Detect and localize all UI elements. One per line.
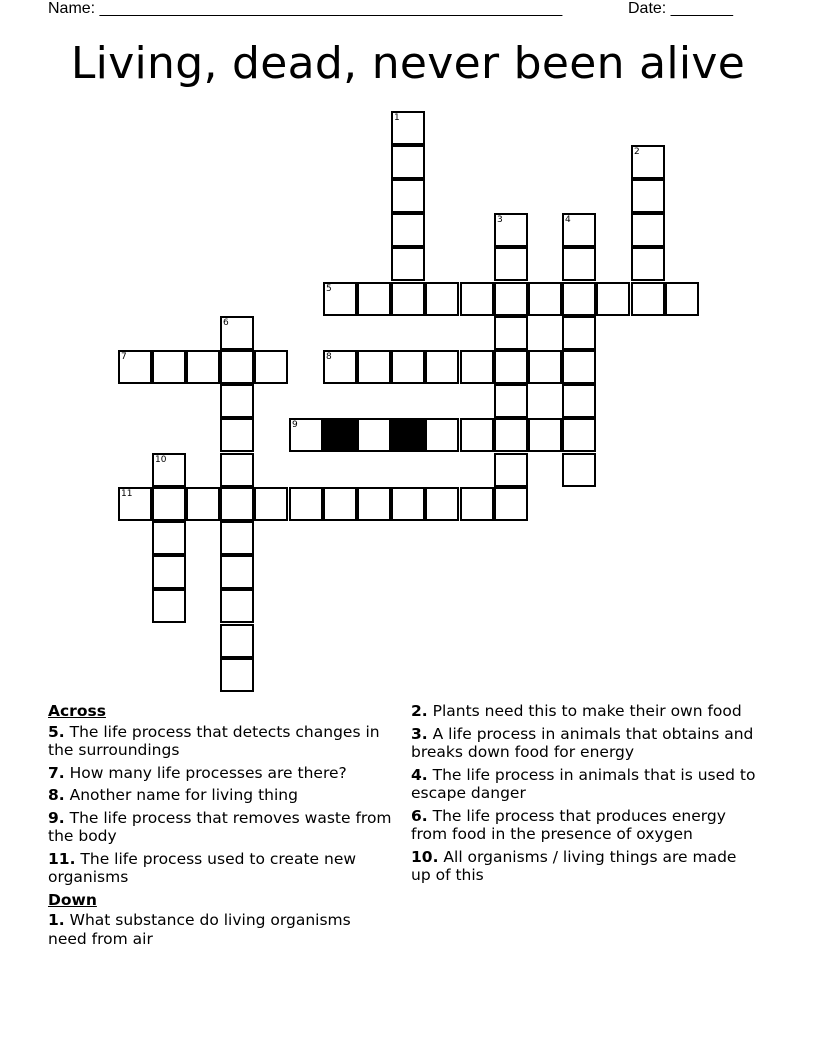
grid-cell[interactable] <box>631 145 665 179</box>
clue-number-label: 4 <box>565 215 571 225</box>
grid-cell[interactable] <box>220 418 254 452</box>
grid-cell[interactable] <box>186 350 220 384</box>
grid-cell[interactable] <box>631 213 665 247</box>
down-heading: Down <box>48 890 97 909</box>
clues-left-column <box>48 702 393 952</box>
grid-cell[interactable] <box>494 247 528 281</box>
clue-down-3: 3. A life process in animals that obtains and breaks down food for energy <box>411 724 754 761</box>
grid-cell[interactable] <box>323 282 357 316</box>
grid-cell[interactable] <box>494 384 528 418</box>
grid-cell[interactable] <box>391 111 425 145</box>
grid-cell[interactable] <box>460 487 494 521</box>
clue-down-1: 1. What substance do living organisms need from air <box>48 911 351 948</box>
grid-cell[interactable] <box>220 350 254 384</box>
grid-cell[interactable] <box>562 247 596 281</box>
grid-cell[interactable] <box>118 350 152 384</box>
grid-cell[interactable] <box>152 350 186 384</box>
grid-cell[interactable] <box>631 282 665 316</box>
grid-cell[interactable] <box>460 418 494 452</box>
clue-number-label: 6 <box>223 318 229 328</box>
clue-across-9: 9. The life process that removes waste from the body <box>48 808 392 845</box>
grid-cell[interactable] <box>152 555 186 589</box>
page-title: Living, dead, never been alive <box>70 38 746 89</box>
grid-cell[interactable] <box>152 521 186 555</box>
grid-cell[interactable] <box>562 453 596 487</box>
grid-cell[interactable] <box>562 384 596 418</box>
clue-across-11: 11. The life process used to create new organisms <box>48 849 357 886</box>
clue-number-label: 2 <box>634 147 640 157</box>
clue-down-10: 10. All organisms / living things are made up of this <box>411 847 737 884</box>
clue-across-5: 5. The life process that detects changes in the surroundings <box>48 722 380 759</box>
grid-cell[interactable] <box>357 350 391 384</box>
grid-cell[interactable] <box>220 658 254 692</box>
clue-number-label: 5 <box>326 284 332 294</box>
grid-cell[interactable] <box>460 282 494 316</box>
clue-down-6: 6. The life process that produces energy from food in the presence of oxygen <box>411 806 726 843</box>
grid-cell[interactable] <box>391 350 425 384</box>
grid-cell[interactable] <box>220 555 254 589</box>
grid-cell[interactable] <box>220 487 254 521</box>
grid-cell[interactable] <box>289 418 323 452</box>
grid-cell[interactable] <box>562 418 596 452</box>
grid-cell[interactable] <box>528 282 562 316</box>
black-square <box>323 418 357 452</box>
grid-cell[interactable] <box>220 589 254 623</box>
grid-cell[interactable] <box>152 487 186 521</box>
grid-cell[interactable] <box>494 350 528 384</box>
clue-across-8: 8. Another name for living thing <box>48 786 298 804</box>
grid-cell[interactable] <box>494 316 528 350</box>
grid-cell[interactable] <box>494 282 528 316</box>
grid-cell[interactable] <box>391 145 425 179</box>
grid-cell[interactable] <box>357 487 391 521</box>
grid-cell[interactable] <box>323 350 357 384</box>
clue-number-label: 8 <box>326 352 332 362</box>
grid-cell[interactable] <box>562 213 596 247</box>
clue-down-4: 4. The life process in animals that is used to escape danger <box>411 765 756 802</box>
grid-cell[interactable] <box>220 316 254 350</box>
grid-cell[interactable] <box>425 282 459 316</box>
grid-cell[interactable] <box>152 453 186 487</box>
grid-cell[interactable] <box>665 282 699 316</box>
grid-cell[interactable] <box>425 350 459 384</box>
clue-number-label: 3 <box>497 215 503 225</box>
grid-cell[interactable] <box>391 213 425 247</box>
grid-cell[interactable] <box>596 282 630 316</box>
black-square <box>391 418 425 452</box>
clues-right-column <box>411 702 756 889</box>
grid-cell[interactable] <box>391 247 425 281</box>
grid-cell[interactable] <box>562 282 596 316</box>
name-field[interactable]: Name: ____________________________________________________ <box>48 0 563 17</box>
clue-number-label: 9 <box>292 420 298 430</box>
grid-cell[interactable] <box>460 350 494 384</box>
grid-cell[interactable] <box>220 624 254 658</box>
clue-number-label: 10 <box>155 455 167 465</box>
clue-number-label: 1 <box>394 113 400 123</box>
grid-cell[interactable] <box>391 179 425 213</box>
grid-cell[interactable] <box>425 487 459 521</box>
across-heading: Across <box>48 702 106 720</box>
grid-cell[interactable] <box>494 453 528 487</box>
grid-cell[interactable] <box>357 418 391 452</box>
grid-cell[interactable] <box>528 350 562 384</box>
grid-cell[interactable] <box>391 487 425 521</box>
grid-cell[interactable] <box>220 384 254 418</box>
grid-cell[interactable] <box>186 487 220 521</box>
grid-cell[interactable] <box>494 213 528 247</box>
grid-cell[interactable] <box>425 418 459 452</box>
grid-cell[interactable] <box>254 350 288 384</box>
grid-cell[interactable] <box>152 589 186 623</box>
grid-cell[interactable] <box>631 247 665 281</box>
clue-number-label: 11 <box>121 489 133 499</box>
grid-cell[interactable] <box>494 487 528 521</box>
grid-cell[interactable] <box>220 521 254 555</box>
grid-cell[interactable] <box>254 487 288 521</box>
grid-cell[interactable] <box>631 179 665 213</box>
clue-number-label: 7 <box>121 352 127 362</box>
grid-cell[interactable] <box>220 453 254 487</box>
clue-across-7: 7. How many life processes are there? <box>48 763 347 782</box>
grid-cell[interactable] <box>118 487 152 521</box>
date-field[interactable]: Date: _______ <box>628 0 733 17</box>
grid-cell[interactable] <box>323 487 357 521</box>
clue-down-2: 2. Plants need this to make their own food <box>411 702 742 720</box>
grid-cell[interactable] <box>562 316 596 350</box>
grid-cell[interactable] <box>357 282 391 316</box>
grid-cell[interactable] <box>494 418 528 452</box>
grid-cell[interactable] <box>391 282 425 316</box>
grid-cell[interactable] <box>562 350 596 384</box>
grid-cell[interactable] <box>289 487 323 521</box>
grid-cell[interactable] <box>528 418 562 452</box>
